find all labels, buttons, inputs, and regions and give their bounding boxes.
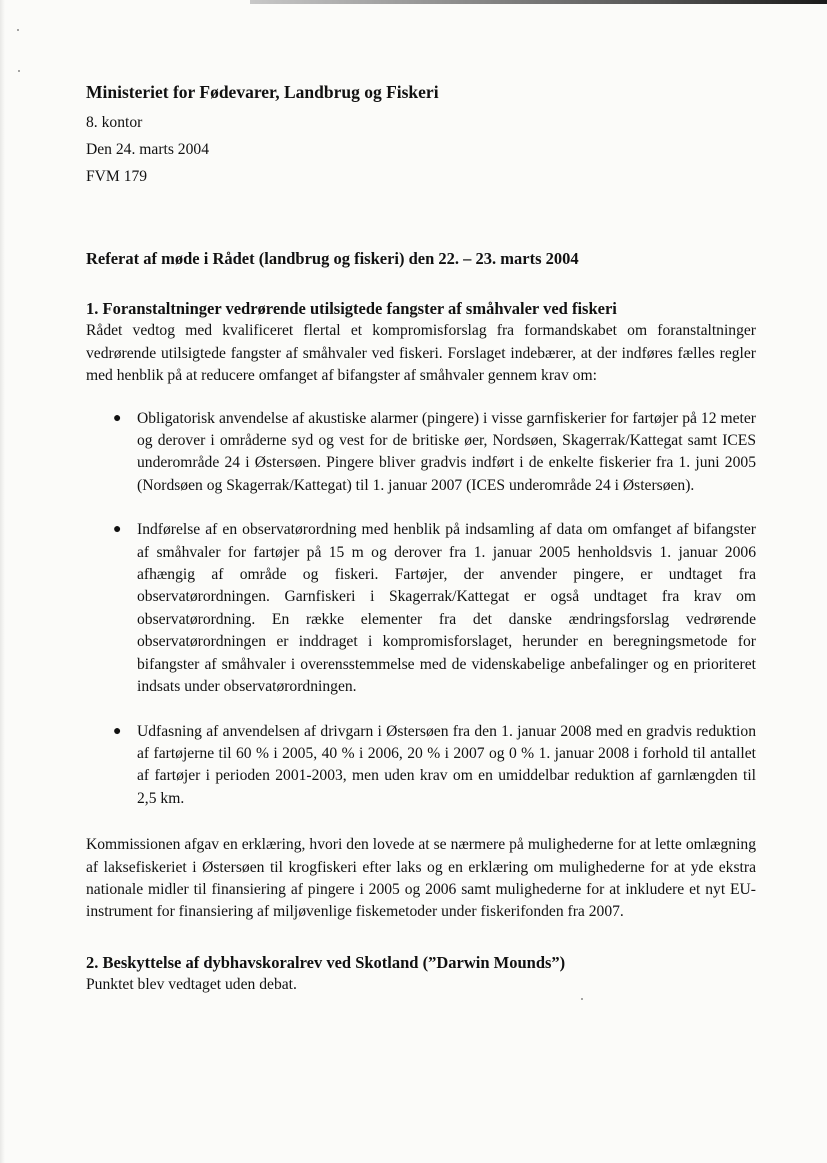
bullet-icon: ●: [113, 410, 122, 426]
bullet-icon: ●: [113, 723, 122, 739]
bullet-text: Obligatorisk anvendelse af akustiske alarmer (pingere) i visse garnfiskerier for fartøjer på 12 meter og derover i områderne syd og vest for de britiske øer, Nordsøen, Skagerrak/Kattegat samt ICES underområde 24 i Østersøen. Pingere bliver gradvis indført i de enkelte fiskerier fra 1. juni 2005 (Nordsøen og Skagerrak/Kattegat) til 1. januar 2007 (ICES underområde 24 i Østersøen).: [137, 409, 756, 494]
scan-speck: [581, 998, 583, 1000]
scan-left-edge: [0, 0, 5, 1163]
scan-speck: [17, 29, 19, 31]
section-2-heading: 2. Beskyttelse af dybhavskoralrev ved Skotland (”Darwin Mounds”): [86, 952, 566, 972]
section-1-intro: Rådet vedtog med kvalificeret flertal et kompromisforslag fra formandskabet om foranstaltninger vedrørende utilsigtede fangster af småhvaler ved fiskeri. Forslaget indebærer, at der indføres fælles regler med henblik på at reducere omfanget af bifangster af småhvaler gennem krav om:: [86, 322, 756, 385]
section-1-heading: 1. Foranstaltninger vedrørende utilsigtede fangster af småhvaler ved fiskeri: [86, 299, 617, 319]
document-page: [86, 80, 756, 996]
scan-speck: [18, 70, 20, 72]
bullet-icon: ●: [113, 522, 122, 538]
list-item: [86, 408, 756, 498]
section-1-bullet-list: [86, 408, 756, 811]
office-line: 8. kontor: [86, 114, 143, 131]
bullet-text: Indførelse af en observatørordning med henblik på indsamling af data om omfanget af bifangster af småhvaler for fartøjer på 15 m og derover fra 1. januar 2005 henholdsvis 1. januar 2006 afhængig af område og fiskeri. Fartøjer, der anvender pingere, er undtaget fra observatørordningen. Garnfiskeri i Skagerrak/Kattegat er også undtaget fra krav om observatørordning. En række elementer fra det danske ændringsforslag vedrørende observatørordningen er inddraget i kompromisforslaget, herunder en beregningsmetode for bifangster af småhvaler i overensstemmelse med de videnskabelige anbefalinger og en prioriteret indsats under observatørordningen.: [137, 521, 756, 696]
date-line: Den 24. marts 2004: [86, 141, 209, 158]
document-title: Referat af møde i Rådet (landbrug og fiskeri) den 22. – 23. marts 2004: [86, 249, 579, 268]
section-2-body: Punktet blev vedtaget uden debat.: [86, 975, 297, 993]
reference-line: FVM 179: [86, 168, 148, 185]
list-item: [86, 519, 756, 698]
list-item: [86, 721, 756, 811]
bullet-text: Udfasning af anvendelsen af drivgarn i Østersøen fra den 1. januar 2008 med en gradvis reduktion af fartøjerne til 60 % i 2005, 40 % i 2006, 20 % i 2007 og 0 % 1. januar 2008 i forhold til antallet af fartøjer i perioden 2001-2003, men uden krav om en umiddelbar reduktion af garnlængden til 2,5 km.: [137, 722, 756, 807]
scan-top-edge: [250, 0, 827, 4]
section-1-closing: Kommissionen afgav en erklæring, hvori den lovede at se nærmere på mulighederne for at lette omlægning af laksefiskeriet i Østersøen til krogfiskeri efter laks og en erklæring om mulighederne for at yde ekstra nationale midler til finansiering af pingere i 2005 og 2006 samt mulighederne for at inkludere et nyt EU-instrument for finansiering af miljøvenlige fiskemetoder under fiskerifonden fra 2007.: [86, 836, 756, 921]
organization-name: Ministeriet for Fødevarer, Landbrug og Fiskeri: [86, 82, 439, 102]
